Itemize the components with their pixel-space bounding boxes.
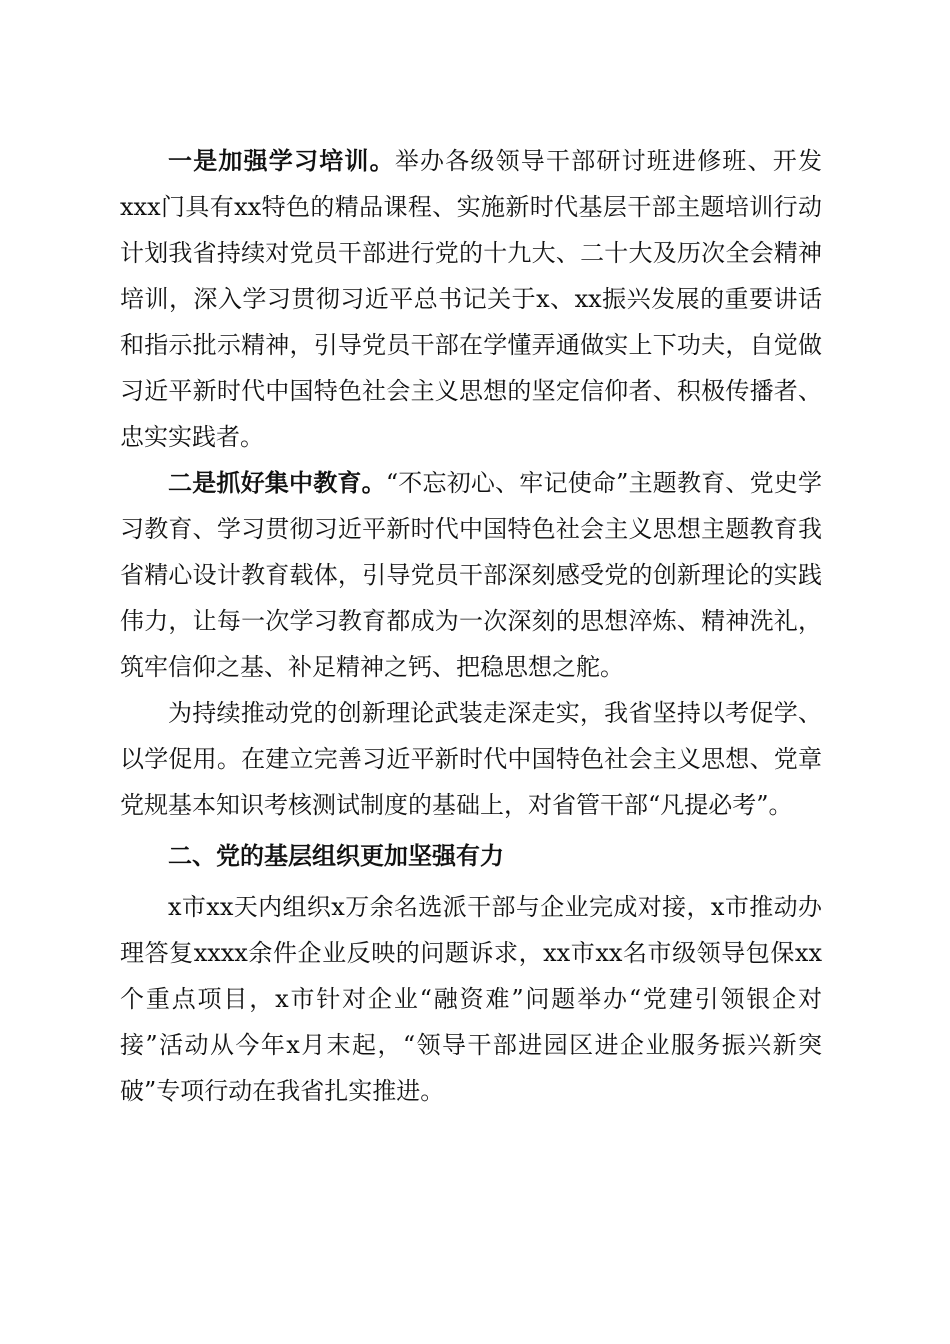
- document-page: [120, 138, 822, 1114]
- paragraph-grassroots: x市xx天内组织x万余名选派干部与企业完成对接，x市推动办理答复xxxx余件企业反映的问题诉求，xx市xx名市级领导包保xx个重点项目，x市针对企业“融资难”问题举办“党建引领银企对接”活动从今年x月末起，“领导干部进园区进企业服务振兴新突破”专项行动在我省扎实推进。: [120, 893, 822, 1105]
- paragraph-lead: 二是抓好集中教育。: [168, 468, 386, 497]
- paragraph-assessment: [120, 690, 822, 828]
- section-heading: 二、党的基层组织更加坚强有力: [168, 842, 504, 870]
- paragraph-text: 为持续推动党的创新理论武装走深走实，我省坚持以考促学、以学促用。在建立完善习近平新时代中国特色社会主义思想、党章党规基本知识考核测试制度的基础上，对省管干部“凡提必考”。: [120, 699, 822, 819]
- paragraph-text: 举办各级领导干部研讨班进修班、开发xxx门具有xx特色的精品课程、实施新时代基层干部主题培训行动计划我省持续对党员干部进行党的十九大、二十大及历次全会精神培训，深入学习贯彻习近平总书记关于x、xx振兴发展的重要讲话和指示批示精神，引导党员干部在学懂弄通做实上下功夫，自觉做习近平新时代中国特色社会主义思想的坚定信仰者、积极传播者、忠实实践者。: [120, 147, 823, 451]
- paragraph-study-training: [120, 138, 822, 460]
- paragraph-text: “不忘初心、牢记使命”主题教育、党史学习教育、学习贯彻习近平新时代中国特色社会主义思想主题教育我省精心设计教育载体，引导党员干部深刻感受党的创新理论的实践伟力，让每一次学习教育都成为一次深刻的思想淬炼、精神洗礼，筑牢信仰之基、补足精神之钙、把稳思想之舵。: [120, 469, 823, 681]
- paragraph-centralized-education: [120, 460, 822, 690]
- paragraph-lead: 一是加强学习培训。: [168, 146, 395, 175]
